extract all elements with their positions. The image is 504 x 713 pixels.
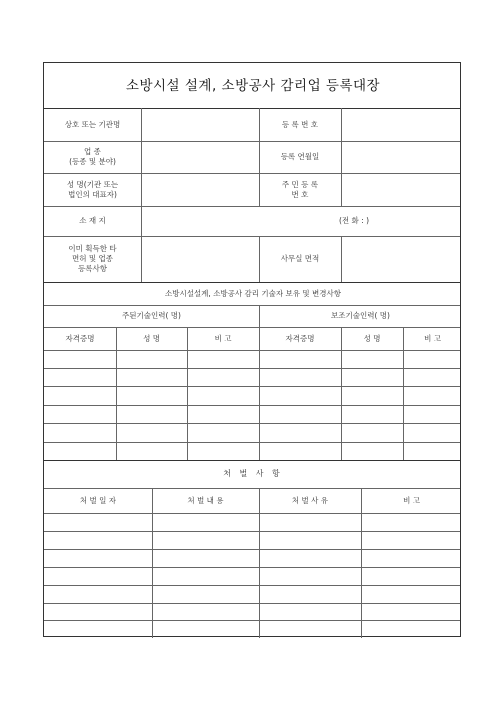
divider — [341, 108, 342, 206]
col-penalty-note: 비 고 — [403, 495, 420, 505]
divider — [44, 585, 460, 586]
divider — [44, 368, 460, 369]
divider — [44, 603, 460, 604]
col-name-main: 성 명 — [143, 333, 160, 343]
col-note-main: 비 고 — [214, 333, 232, 343]
label-office-area: 사무실 면적 — [280, 254, 320, 263]
divider — [44, 620, 460, 621]
aux-staff-header: 보조기술인력( 명) — [331, 311, 390, 320]
staff-section-title: 소방시설설계, 소방공사 감리 기술자 보유 및 변경사항 — [164, 288, 342, 298]
divider — [141, 108, 142, 282]
col-note-aux: 비 고 — [424, 333, 441, 343]
penalty-section-title: 처 벌 사 항 — [223, 469, 283, 478]
col-name-aux: 성 명 — [363, 333, 381, 343]
label-reg-number: 등 록 번 호 — [281, 120, 319, 129]
divider — [44, 350, 460, 351]
label-acquired-business: 이미 획득한 타 면허 및 업종 등록사항 — [68, 244, 117, 273]
divider — [44, 442, 460, 443]
label-reg-date: 등록 연월일 — [280, 152, 320, 161]
divider — [44, 513, 460, 514]
divider — [44, 423, 460, 424]
divider — [44, 567, 460, 568]
label-representative: 성 명(기관 또는 법인의 대표자) — [66, 179, 119, 199]
divider — [44, 386, 460, 387]
phone-field: (전 화 : ) — [338, 216, 370, 225]
col-penalty-content: 처 벌 내 용 — [187, 495, 224, 505]
divider — [44, 405, 460, 406]
registry-form — [43, 62, 461, 637]
divider — [44, 549, 460, 550]
divider — [341, 236, 342, 282]
label-resident-number: 주 민 등 록 번 호 — [281, 179, 319, 199]
col-cert-aux: 자격증명 — [285, 333, 315, 343]
label-address: 소 재 지 — [79, 216, 106, 225]
col-penalty-date: 처 벌 일 자 — [79, 495, 117, 505]
main-staff-header: 주된기술인력( 명) — [122, 311, 181, 320]
label-company-name: 상호 또는 기관명 — [64, 120, 121, 129]
divider — [44, 531, 460, 532]
col-cert-main: 자격증명 — [65, 333, 95, 343]
col-penalty-reason: 처 벌 사 유 — [291, 495, 329, 505]
page-title: 소방시설 설계, 소방공사 감리업 등록대장 — [125, 77, 381, 94]
label-business-type: 업 종 (등종 및 분야) — [69, 147, 116, 166]
